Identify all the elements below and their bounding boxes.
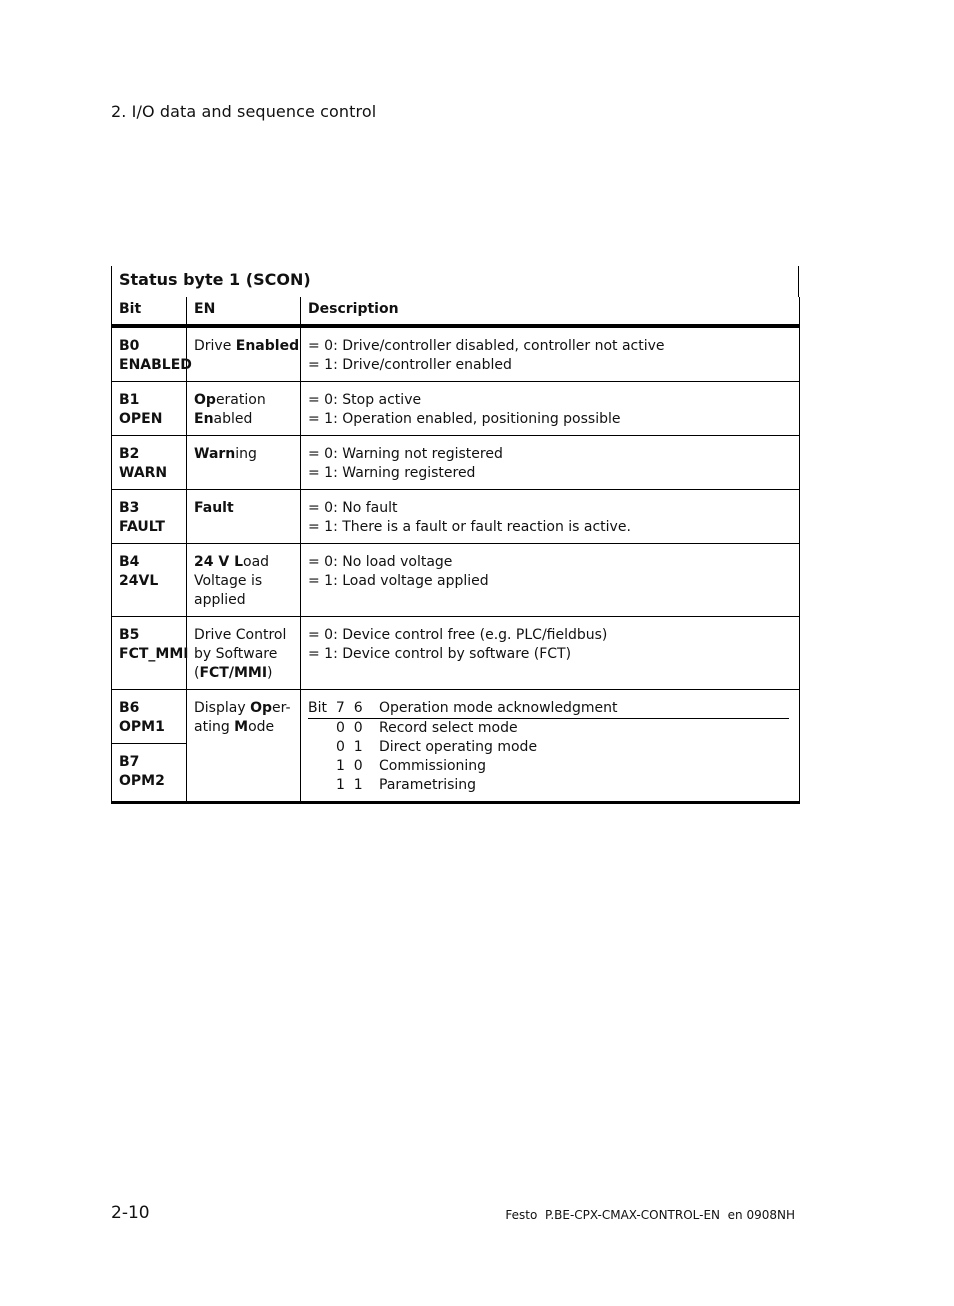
column-header-bit: Bit bbox=[112, 297, 187, 326]
description-cell: = 0: Warning not registered = 1: Warning registered bbox=[301, 436, 800, 490]
bit-cell: B5 FCT_MMI bbox=[112, 617, 187, 690]
description-cell: = 0: No load voltage = 1: Load voltage applied bbox=[301, 544, 800, 617]
table-row bbox=[112, 326, 800, 382]
list-item: 1 0 Commissioning bbox=[336, 758, 487, 774]
bit-cell: B4 24VL bbox=[112, 544, 187, 617]
description-cell: = 0: No fault = 1: There is a fault or fault reaction is active. bbox=[301, 490, 800, 544]
description-cell: = 0: Device control free (e.g. PLC/fieldbus) = 1: Device control by software (FCT) bbox=[301, 617, 800, 690]
opm-header: Bit 7 6 Operation mode acknowledgment bbox=[308, 699, 789, 719]
column-header-description: Description bbox=[301, 297, 800, 326]
list-item: 0 0 Record select mode bbox=[336, 720, 518, 736]
en-cell: 24 V Load Voltage is applied bbox=[187, 544, 301, 617]
bit-cell: B7 OPM2 bbox=[112, 744, 187, 803]
bit-cell: B1 OPEN bbox=[112, 382, 187, 436]
en-cell: Drive Control by Software (FCT/MMI) bbox=[187, 617, 301, 690]
table-title: Status byte 1 (SCON) bbox=[111, 266, 799, 297]
en-cell: Fault bbox=[187, 490, 301, 544]
status-byte-table bbox=[111, 266, 799, 804]
bit-cell: B0 ENABLED bbox=[112, 326, 187, 382]
column-header-en: EN bbox=[187, 297, 301, 326]
list-item: 0 1 Direct operating mode bbox=[336, 739, 538, 755]
status-table bbox=[111, 297, 800, 804]
bit-cell: B3 FAULT bbox=[112, 490, 187, 544]
list-item: 1 1 Parametrising bbox=[336, 777, 477, 793]
table-row bbox=[112, 617, 800, 690]
en-cell: Drive Enabled bbox=[187, 326, 301, 382]
description-cell: = 0: Drive/controller disabled, controller not active = 1: Drive/controller enabled bbox=[301, 326, 800, 382]
en-cell: Operation Enabled bbox=[187, 382, 301, 436]
page-number: 2-10 bbox=[111, 1203, 150, 1223]
bit-cell: B2 WARN bbox=[112, 436, 187, 490]
table-row bbox=[112, 690, 800, 744]
table-row bbox=[112, 490, 800, 544]
en-cell: Warning bbox=[187, 436, 301, 490]
en-cell: Display Oper- ating Mode bbox=[187, 690, 301, 803]
description-cell bbox=[301, 690, 800, 803]
document-id: Festo P.BE-CPX-CMAX-CONTROL-EN en 0908NH bbox=[505, 1208, 795, 1222]
section-header: 2. I/O data and sequence control bbox=[111, 102, 377, 121]
description-cell: = 0: Stop active = 1: Operation enabled, positioning possible bbox=[301, 382, 800, 436]
table-row bbox=[112, 436, 800, 490]
table-row bbox=[112, 544, 800, 617]
bit-cell: B6 OPM1 bbox=[112, 690, 187, 744]
table-row bbox=[112, 382, 800, 436]
